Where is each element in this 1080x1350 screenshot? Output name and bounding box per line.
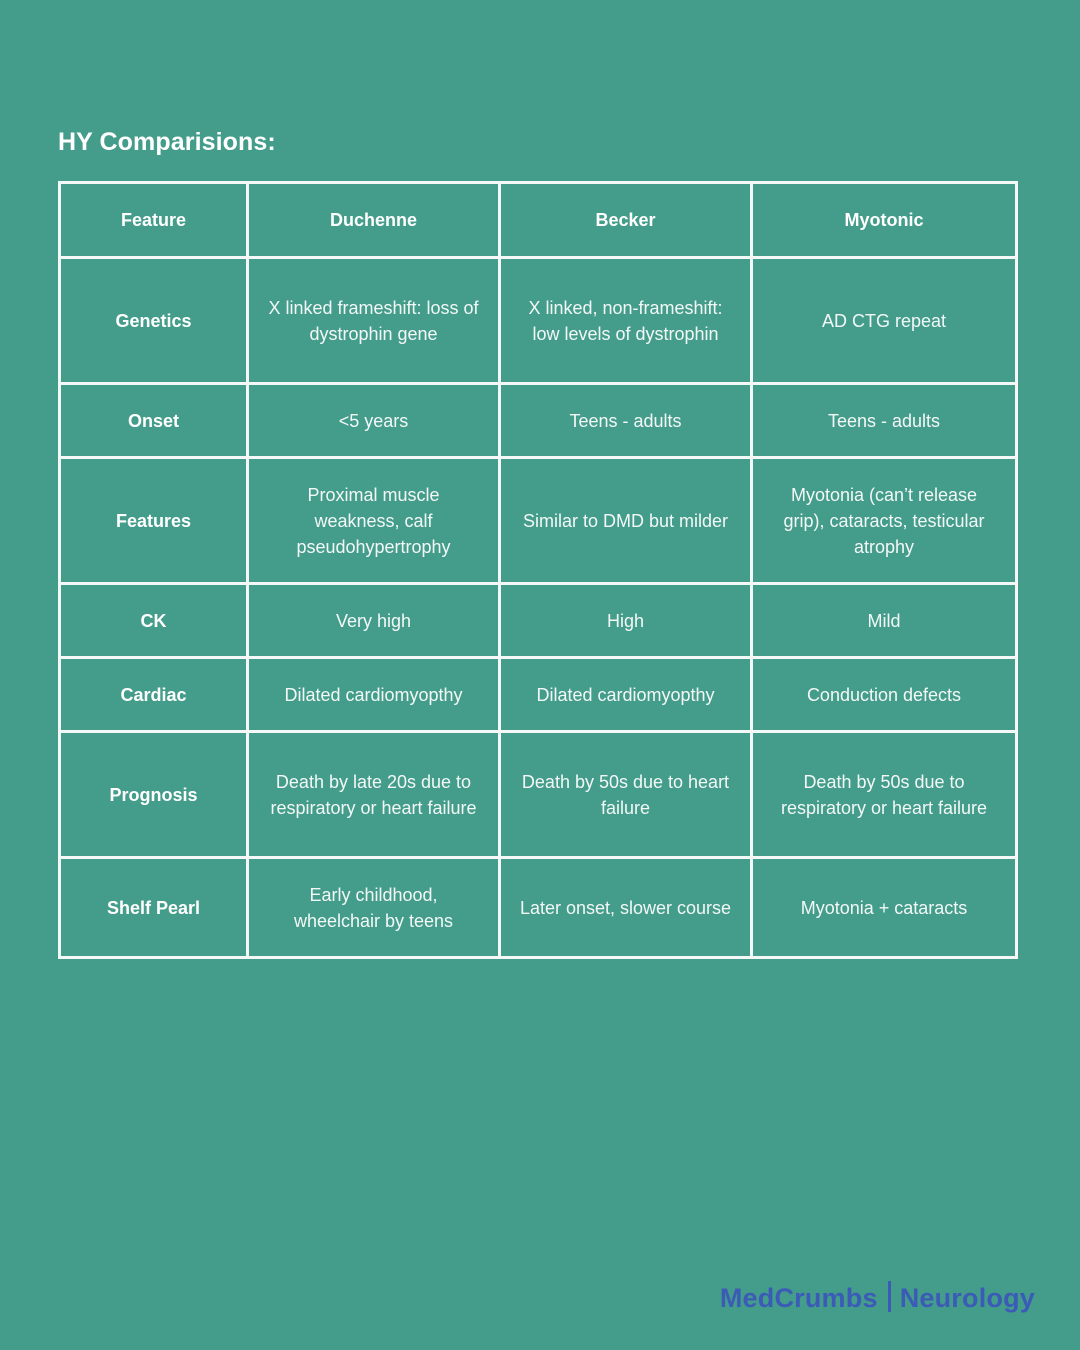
comparison-table <box>58 181 1018 959</box>
becker-cell: Dilated cardiomyopthy <box>500 658 752 732</box>
table-row <box>60 584 1017 658</box>
table-row <box>60 458 1017 584</box>
myotonic-cell: Death by 50s due to respiratory or heart failure <box>752 732 1017 858</box>
duchenne-cell: Death by late 20s due to respiratory or heart failure <box>248 732 500 858</box>
becker-cell: Death by 50s due to heart failure <box>500 732 752 858</box>
feature-label: Shelf Pearl <box>60 858 248 958</box>
myotonic-cell: Myotonia + cataracts <box>752 858 1017 958</box>
feature-label: CK <box>60 584 248 658</box>
brand-name: MedCrumbs <box>719 1283 878 1313</box>
header-duchenne: Duchenne <box>248 183 500 258</box>
brand-topic: Neurology <box>899 1283 1035 1313</box>
myotonic-cell: Myotonia (can’t release grip), cataracts, testicular atrophy <box>752 458 1017 584</box>
page-title: HY Comparisions: <box>58 128 276 156</box>
feature-label: Genetics <box>60 258 248 384</box>
myotonic-cell: AD CTG repeat <box>752 258 1017 384</box>
becker-cell: High <box>500 584 752 658</box>
duchenne-cell: Proximal muscle weakness, calf pseudohypertrophy <box>248 458 500 584</box>
becker-cell: X linked, non-frameshift: low levels of dystrophin <box>500 258 752 384</box>
feature-label: Prognosis <box>60 732 248 858</box>
becker-cell: Later onset, slower course <box>500 858 752 958</box>
header-becker: Becker <box>500 183 752 258</box>
brand-footer <box>720 1281 1035 1314</box>
feature-label: Features <box>60 458 248 584</box>
table-row <box>60 658 1017 732</box>
becker-cell: Similar to DMD but milder <box>500 458 752 584</box>
myotonic-cell: Mild <box>752 584 1017 658</box>
header-myotonic: Myotonic <box>752 183 1017 258</box>
table-header-row <box>60 183 1017 258</box>
becker-cell: Teens - adults <box>500 384 752 458</box>
myotonic-cell: Teens - adults <box>752 384 1017 458</box>
duchenne-cell: <5 years <box>248 384 500 458</box>
duchenne-cell: Dilated cardiomyopthy <box>248 658 500 732</box>
feature-label: Onset <box>60 384 248 458</box>
duchenne-cell: X linked frameshift: loss of dystrophin gene <box>248 258 500 384</box>
myotonic-cell: Conduction defects <box>752 658 1017 732</box>
brand-separator <box>888 1281 891 1312</box>
table-row <box>60 384 1017 458</box>
table-row <box>60 858 1017 958</box>
feature-label: Cardiac <box>60 658 248 732</box>
duchenne-cell: Early childhood, wheelchair by teens <box>248 858 500 958</box>
header-feature: Feature <box>60 183 248 258</box>
table-row <box>60 732 1017 858</box>
duchenne-cell: Very high <box>248 584 500 658</box>
table-row <box>60 258 1017 384</box>
